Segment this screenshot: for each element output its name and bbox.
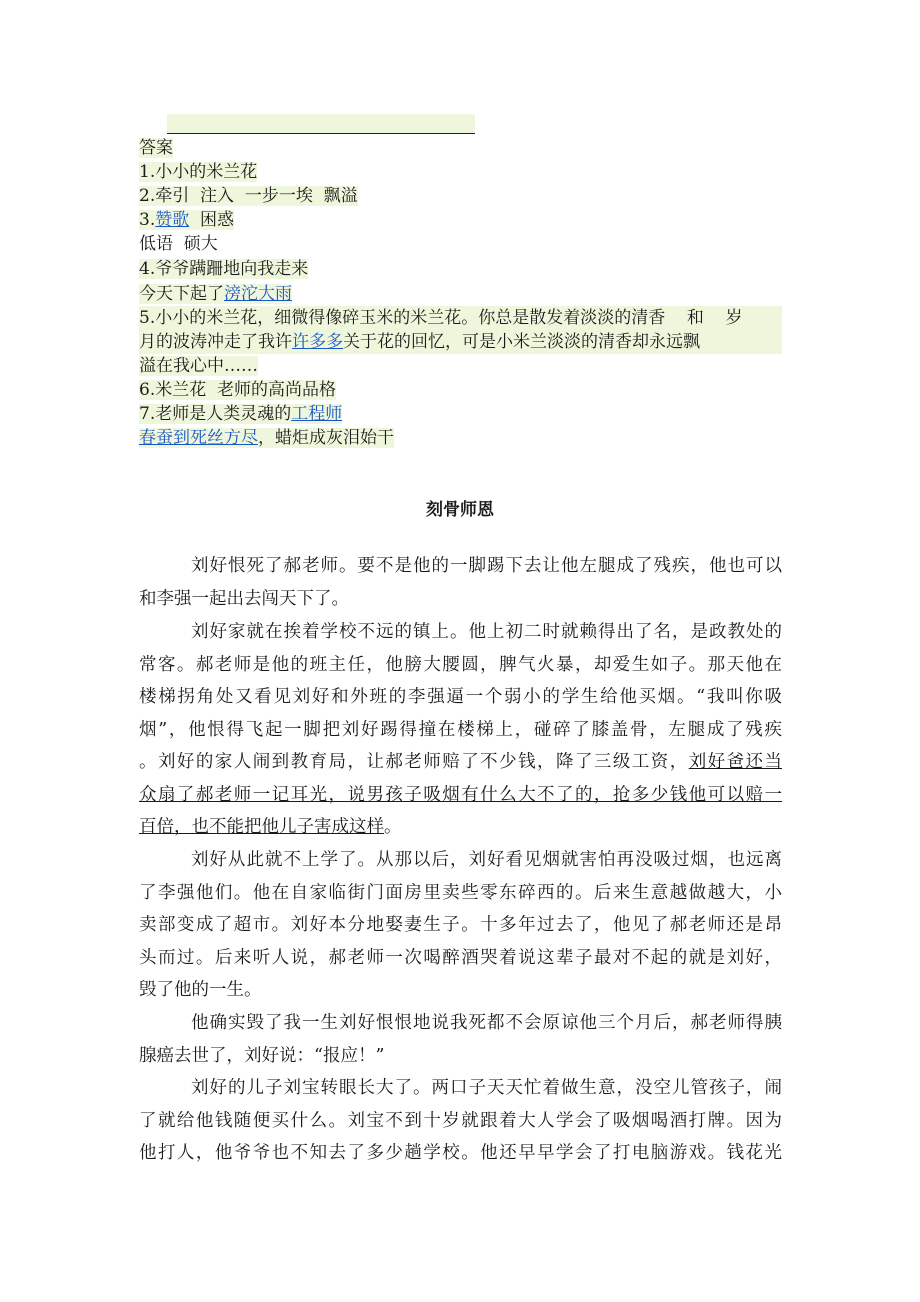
answer-5-line1: 5.小小的米兰花，细微得像碎玉米的米兰花。你总是散发着淡淡的清香 和 岁: [139, 306, 782, 330]
p3-line: 刘好从此就不上学了。从那以后，刘好看见烟就害怕再没吸过烟，也远离: [191, 850, 782, 870]
answer-4: 4.爷爷蹒跚地向我走来: [139, 259, 309, 279]
p3-line: 头而过。后来听人说，郝老师一次喝醉酒哭着说这辈子最对不起的就是刘好，: [139, 947, 782, 968]
p2-line: 常客。郝老师是他的班主任，他膀大腰圆，脾气火暴，却爱生如子。那天他在: [139, 654, 782, 675]
p2-line: 刘好家就在挨着学校不远的镇上。他上初二时就赖得出了名，是政教处的: [191, 622, 782, 642]
link-pangtuo-dayu[interactable]: 滂沱大雨: [224, 284, 292, 304]
p2-line: 。刘好的家人闹到教育局，让郝老师赔了不少钱，降了三级工资，刘好爸还当: [139, 752, 783, 772]
answer-5-line2: 月的波涛冲走了我许许多多关于花的回忆，可是小米兰淡淡的清香却永远飘: [139, 330, 782, 354]
p2-line: 百倍，也不能把他儿子害成这样。: [139, 817, 402, 837]
answer-5-line3: 溢在我心中……: [139, 356, 258, 376]
p5-line: 刘好的儿子刘宝转眼长大了。两口子天天忙着做生意，没空儿管孩子，闹: [191, 1078, 782, 1098]
p4-line: 腺癌去世了，刘好说：“报应！”: [139, 1045, 385, 1066]
answer-heading: 答案: [139, 138, 173, 158]
answer-4b: 今天下起了滂沱大雨: [139, 284, 292, 304]
link-chuncan[interactable]: 春蚕到死丝方尽: [139, 428, 258, 448]
p5-line: 了就给他钱随便买什么。刘宝不到十岁就跟着大人学会了吸烟喝酒打牌。因为: [139, 1110, 782, 1131]
answer-3b: 低语 硕大: [139, 234, 218, 254]
p3-line: 卖部变成了超市。刘好本分地娶妻生子。十多年过去了，他见了郝老师还是昂: [139, 915, 782, 935]
story-paragraph-3: [139, 844, 782, 1007]
answer-6: 6.米兰花 老师的高尚品格: [139, 380, 337, 400]
p2-line: 楼梯拐角处又看见刘好和外班的李强逼一个弱小的学生给他买烟。“我叫你吸: [139, 687, 782, 707]
p5-line: 他打人，他爷爷也不知去了多少趟学校。他还早早学会了打电脑游戏。钱花光: [139, 1143, 782, 1163]
answer-blank-line: [167, 114, 475, 134]
p2-line: 众扇了郝老师一记耳光，说男孩子吸烟有什么大不了的，抢多少钱他可以赔一: [139, 784, 782, 805]
p3-line: 毁了他的一生。: [139, 980, 262, 1000]
story-paragraph-1: [139, 550, 782, 615]
answer-7b: 春蚕到死丝方尽，蜡炬成灰泪始干: [139, 428, 394, 448]
answer-3: 3.赞歌 困惑: [139, 210, 235, 230]
answer-7: 7.老师是人类灵魂的工程师: [139, 404, 343, 424]
story-paragraph-5: [139, 1072, 782, 1170]
link-zange[interactable]: 赞歌: [155, 210, 190, 230]
answer-1: 1.小小的米兰花: [139, 162, 258, 182]
p1-line: 和李强一起出去闯天下了。: [139, 588, 349, 609]
story-paragraph-2: [139, 616, 782, 844]
link-xuduoduo[interactable]: 许多多: [292, 332, 343, 352]
p2-line: 烟”，他恨得飞起一脚把刘好踢得撞在楼梯上，碰碎了膝盖骨，左腿成了残疾: [139, 719, 782, 740]
story-title: 刻骨师恩: [426, 500, 494, 520]
p4-line: 他确实毁了我一生刘好恨恨地说我死都不会原谅他三个月后，郝老师得胰: [191, 1013, 782, 1033]
p3-line: 了李强他们。他在自家临街门面房里卖些零东碎西的。后来生意越做越大，小: [139, 882, 782, 903]
answer-2: 2.牵引 注入 一步一埃 飘溢: [139, 186, 358, 206]
story-paragraph-4: [139, 1007, 782, 1072]
p1-line: 刘好恨死了郝老师。要不是他的一脚踢下去让他左腿成了残疾，他也可以: [191, 556, 782, 576]
link-gongchengshi[interactable]: 工程师: [291, 404, 343, 424]
answer-5: [139, 306, 782, 378]
